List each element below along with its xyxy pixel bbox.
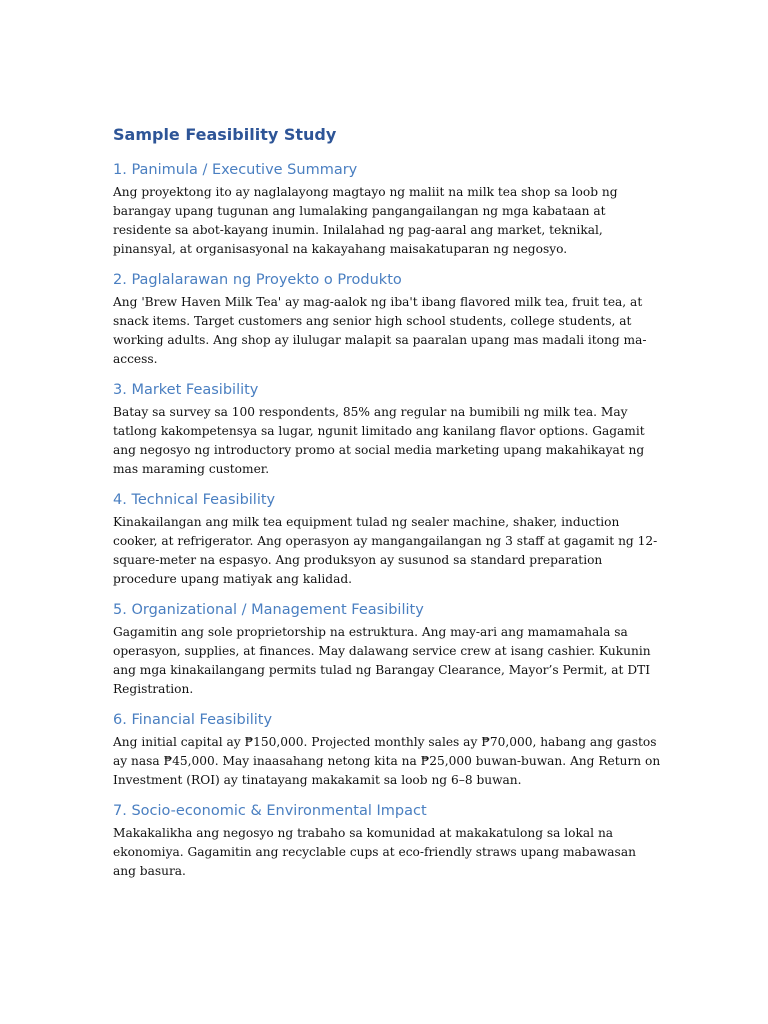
section-market-feasibility [113, 380, 661, 479]
section-paragraph: Ang 'Brew Haven Milk Tea' ay mag-aalok ng iba't ibang flavored milk tea, fruit tea, at snack items. Target customers ang senior high school students, college students, at working adults. Ang shop ay ilulugar malapit sa paaralan upang mas madali itong ma-access. [113, 295, 647, 366]
section-heading: 3. Market Feasibility [113, 382, 259, 398]
section-heading: 5. Organizational / Management Feasibility [113, 602, 424, 618]
section-financial-feasibility [113, 710, 661, 790]
section-paragraph: Ang initial capital ay ₱150,000. Projected monthly sales ay ₱70,000, habang ang gastos ay nasa ₱45,000. May inaasahang netong kita na ₱25,000 buwan-buwan. Ang Return on Investment (ROI) ay tinatayang makakamit sa loob ng 6–8 buwan. [113, 735, 661, 787]
document-page [113, 124, 661, 892]
document-title: Sample Feasibility Study [113, 125, 337, 144]
section-project-description [113, 270, 661, 369]
section-paragraph: Makakalikha ang negosyo ng trabaho sa komunidad at makakatulong sa lokal na ekonomiya. Gagamitin ang recyclable cups at eco-friendly straws upang mabawasan ang basura. [113, 826, 636, 878]
section-heading: 1. Panimula / Executive Summary [113, 162, 358, 178]
section-paragraph: Ang proyektong ito ay naglalayong magtayo ng maliit na milk tea shop sa loob ng barangay upang tugunan ang lumalaking pangangailangan ng mga kabataan at residente sa abot-kayang inumin. Inilalahad ng pag-aaral ang market, teknikal, pinansyal, at organisasyonal na kakayahang maisakatuparan ng negosyo. [113, 185, 618, 256]
section-heading: 4. Technical Feasibility [113, 492, 276, 508]
section-executive-summary [113, 160, 661, 259]
section-paragraph: Gagamitin ang sole proprietorship na estruktura. Ang may-ari ang mamamahala sa operasyon, supplies, at finances. May dalawang service crew at isang cashier. Kukunin ang mga kinakailangang permits tulad ng Barangay Clearance, Mayor’s Permit, at DTI Registration. [113, 625, 651, 696]
section-socio-economic-impact [113, 801, 661, 881]
section-heading: 6. Financial Feasibility [113, 712, 273, 728]
section-heading: 2. Paglalarawan ng Proyekto o Produkto [113, 272, 402, 288]
section-organizational-feasibility [113, 600, 661, 699]
section-paragraph: Kinakailangan ang milk tea equipment tulad ng sealer machine, shaker, induction cooker, at refrigerator. Ang operasyon ay mangangailangan ng 3 staff at gagamit ng 12-square-meter na espasyo. Ang produksyon ay susunod sa standard preparation procedure upang matiyak ang kalidad. [113, 515, 658, 586]
section-paragraph: Batay sa survey sa 100 respondents, 85% ang regular na bumibili ng milk tea. May tatlong kakompetensya sa lugar, ngunit limitado ang kanilang flavor options. Gagamit ang negosyo ng introductory promo at social media marketing upang makahikayat ng mas maraming customer. [113, 405, 645, 476]
section-technical-feasibility [113, 490, 661, 589]
section-heading: 7. Socio-economic & Environmental Impact [113, 803, 427, 819]
